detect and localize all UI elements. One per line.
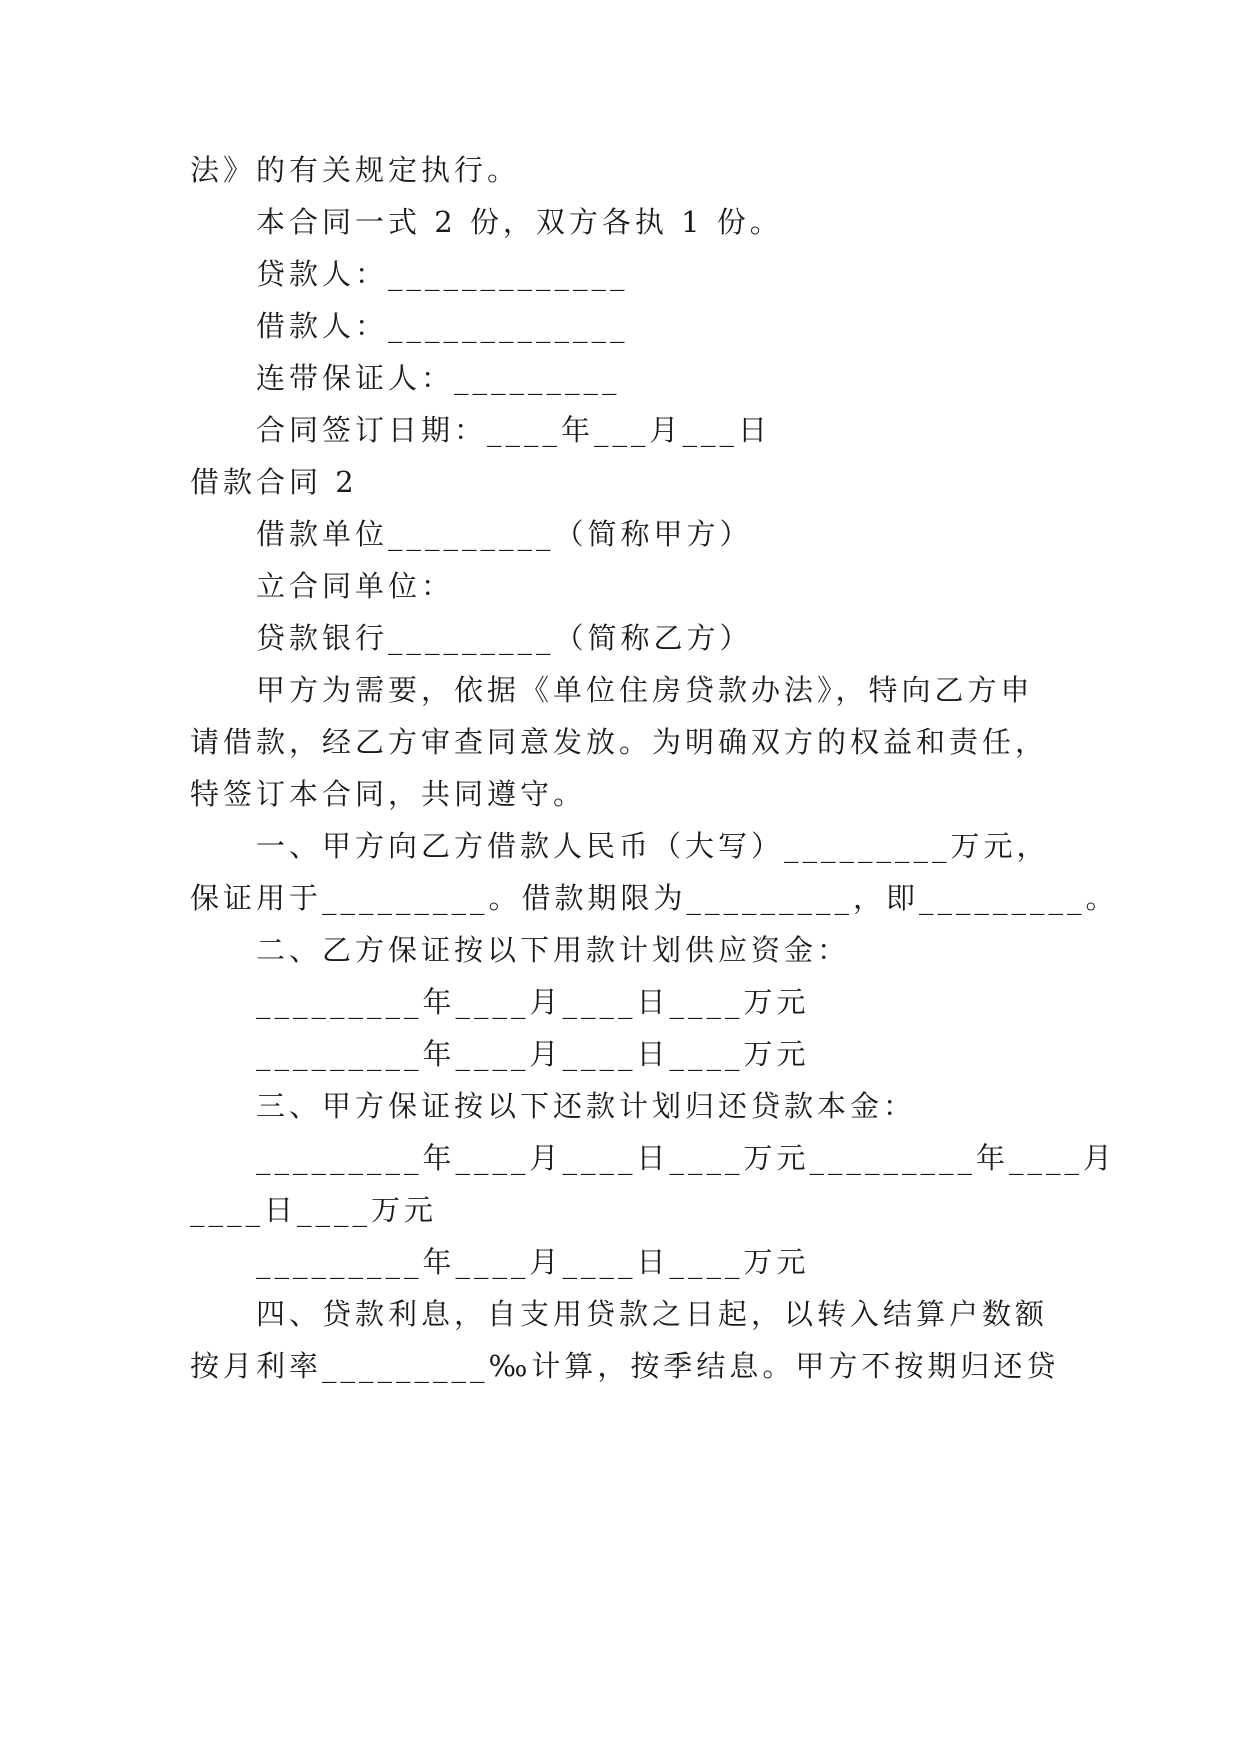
clause-2-line: 二、乙方保证按以下用款计划供应资金： bbox=[256, 933, 851, 967]
repay-plan-line-1: _________年____月____日____万元_________年____月 bbox=[256, 1141, 1117, 1175]
section-title: 借款合同 2 bbox=[190, 465, 358, 499]
lending-bank-line: 贷款银行_________（简称乙方） bbox=[256, 621, 753, 655]
repay-plan-line-3: _________年____月____日____万元 bbox=[256, 1245, 810, 1279]
borrowing-unit-line: 借款单位_________（简称甲方） bbox=[256, 517, 753, 551]
fund-plan-line-2: _________年____月____日____万元 bbox=[256, 1037, 810, 1071]
text-line-2: 本合同一式 2 份，双方各执 1 份。 bbox=[256, 205, 783, 239]
paragraph-line-11: 甲方为需要，依据《单位住房贷款办法》，特向乙方申 bbox=[256, 673, 1034, 707]
clause-4-line-2: 按月利率_________‰计算，按季结息。甲方不按期归还贷 bbox=[190, 1349, 1060, 1383]
fund-plan-line-1: _________年____月____日____万元 bbox=[256, 985, 810, 1019]
clause-4-line-1: 四、贷款利息，自支用贷款之日起，以转入结算户数额 bbox=[256, 1297, 1049, 1331]
paragraph-line-12: 请借款，经乙方审查同意发放。为明确双方的权益和责任， bbox=[190, 725, 1049, 759]
signing-date-line: 合同签订日期：____年___月___日 bbox=[256, 413, 772, 447]
clause-1-line-2: 保证用于_________。借款期限为_________，即_________。 bbox=[190, 881, 1119, 915]
text-line-1: 法》的有关规定执行。 bbox=[190, 153, 521, 187]
repay-plan-line-2: ____日____万元 bbox=[190, 1193, 438, 1227]
contract-unit-line: 立合同单位： bbox=[256, 569, 455, 603]
guarantor-line: 连带保证人：_________ bbox=[256, 361, 621, 395]
clause-3-line: 三、甲方保证按以下还款计划归还贷款本金： bbox=[256, 1089, 917, 1123]
borrower-line: 借款人：_____________ bbox=[256, 309, 629, 343]
lender-line: 贷款人：_____________ bbox=[256, 257, 629, 291]
clause-1-line-1: 一、甲方向乙方借款人民币（大写）_________万元， bbox=[256, 829, 1050, 863]
paragraph-line-13: 特签订本合同，共同遵守。 bbox=[190, 777, 587, 811]
